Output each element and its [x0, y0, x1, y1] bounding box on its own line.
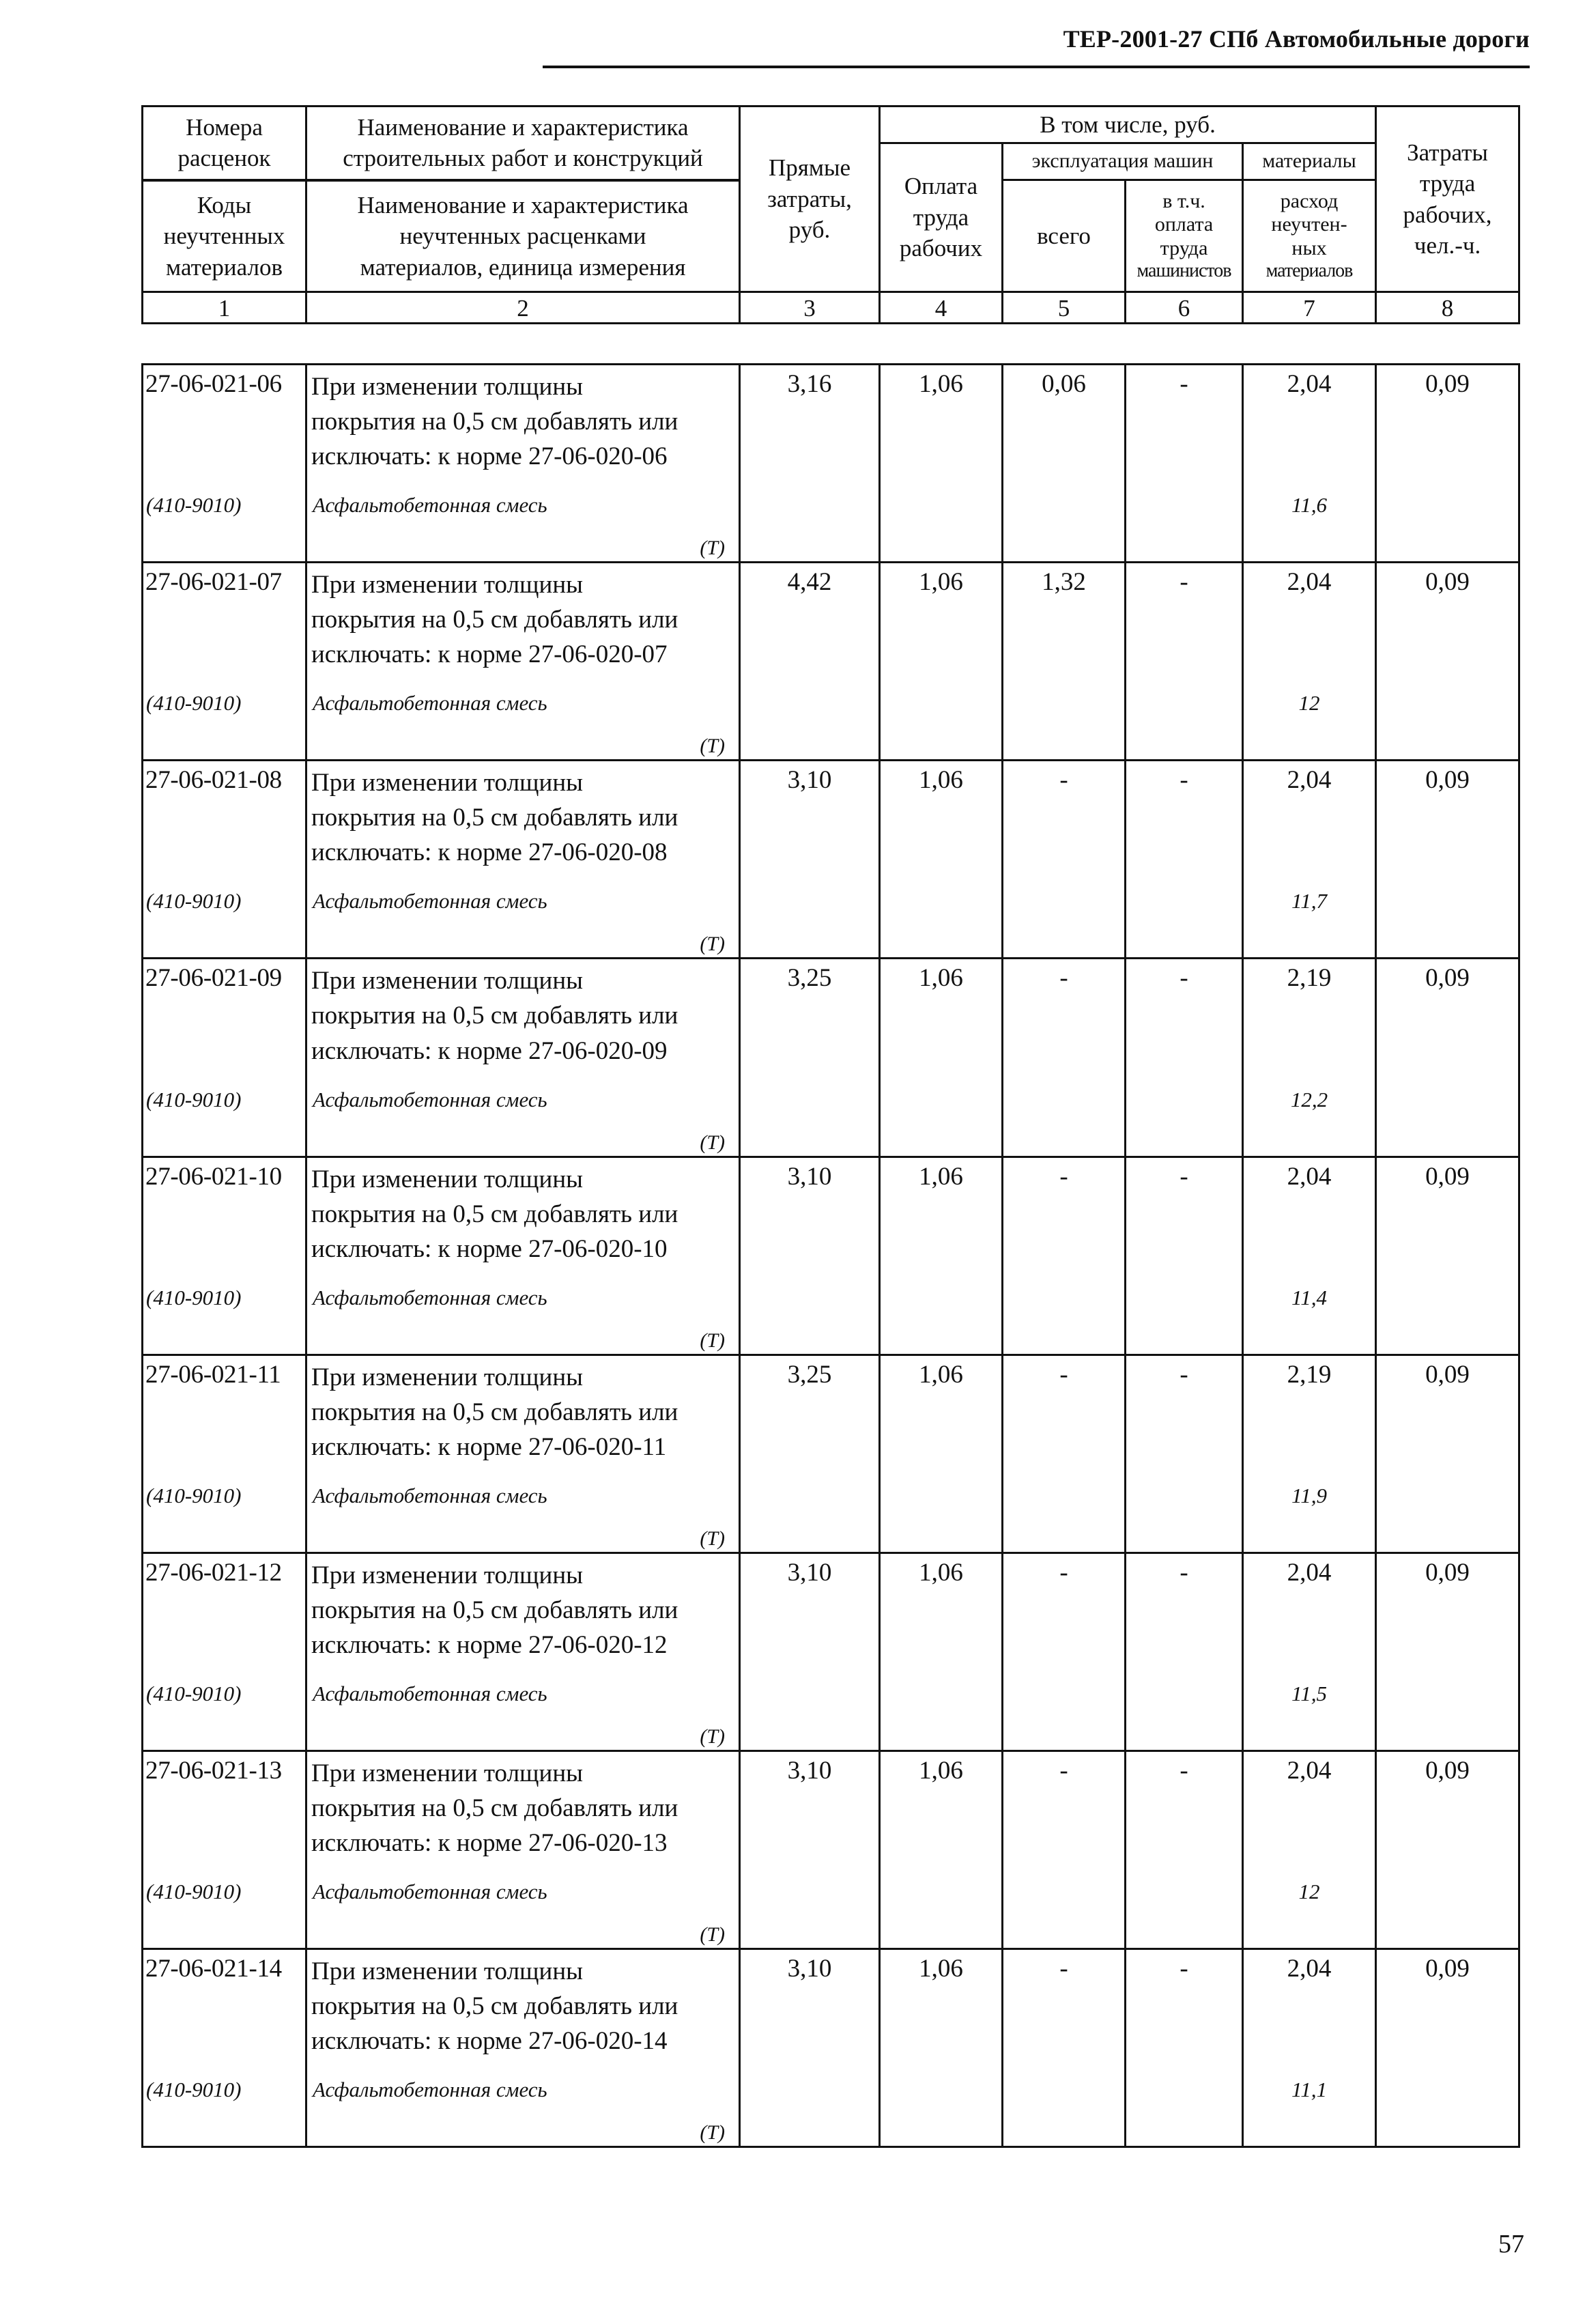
rate-code: 27-06-021-11 [143, 1355, 306, 1464]
material-row [143, 1068, 1519, 1119]
rate-row [143, 959, 1519, 1068]
rate-row [143, 563, 1519, 672]
col8-header: Затраты труда рабочих, чел.-ч. [1376, 107, 1519, 292]
direct-cost: 3,10 [740, 1553, 880, 1662]
material-unit-row [143, 1911, 1519, 1949]
material-quantity: 12 [1243, 1860, 1376, 1911]
material-unit: (Т) [306, 1713, 740, 1751]
col5-header: всего [1003, 180, 1126, 292]
materials-cost: 2,04 [1243, 563, 1376, 672]
rate-description: При изменении толщины покрытия на 0,5 см добавлять или исключать: к норме 27-06-020-10 [306, 1157, 740, 1266]
material-name: Асфальтобетонная смесь [306, 2058, 740, 2109]
col6-header: в т.ч. оплата труда машинистов [1126, 180, 1243, 292]
direct-cost: 3,10 [740, 1949, 880, 2059]
material-code: (410-9010) [143, 1860, 306, 1911]
material-unit-row [143, 920, 1519, 959]
material-name: Асфальтобетонная смесь [306, 1860, 740, 1911]
material-unit: (Т) [306, 722, 740, 761]
labor-cost: 1,06 [880, 365, 1003, 474]
direct-cost: 3,10 [740, 1157, 880, 1266]
col1-top-header: Номера расценок [143, 107, 306, 180]
material-quantity: 11,4 [1243, 1266, 1376, 1317]
direct-cost: 3,25 [740, 959, 880, 1068]
rate-row [143, 1355, 1519, 1464]
material-name: Асфальтобетонная смесь [306, 672, 740, 722]
rate-row [143, 1949, 1519, 2059]
material-unit: (Т) [306, 524, 740, 563]
machine-labor: - [1126, 563, 1243, 672]
col-number: 4 [880, 292, 1003, 324]
machine-total: - [1003, 1949, 1126, 2059]
materials-cost: 2,04 [1243, 761, 1376, 870]
direct-cost: 3,25 [740, 1355, 880, 1464]
rate-row [143, 1751, 1519, 1860]
material-row [143, 672, 1519, 722]
machines-header: эксплуатация машин [1003, 143, 1243, 180]
machine-total: - [1003, 959, 1126, 1068]
material-quantity: 12,2 [1243, 1068, 1376, 1119]
col7-header: расход неучтен- ных материалов [1243, 180, 1376, 292]
machine-labor: - [1126, 761, 1243, 870]
material-quantity: 12 [1243, 672, 1376, 722]
material-name: Асфальтобетонная смесь [306, 870, 740, 920]
labor-cost: 1,06 [880, 1949, 1003, 2059]
rates-table [141, 363, 1520, 2148]
materials-cost: 2,04 [1243, 1553, 1376, 1662]
material-row [143, 1464, 1519, 1515]
rate-description: При изменении толщины покрытия на 0,5 см добавлять или исключать: к норме 27-06-020-12 [306, 1553, 740, 1662]
rate-code: 27-06-021-06 [143, 365, 306, 474]
rate-description: При изменении толщины покрытия на 0,5 см добавлять или исключать: к норме 27-06-020-06 [306, 365, 740, 474]
material-name: Асфальтобетонная смесь [306, 1068, 740, 1119]
machine-labor: - [1126, 1751, 1243, 1860]
rate-description: При изменении толщины покрытия на 0,5 см добавлять или исключать: к норме 27-06-020-09 [306, 959, 740, 1068]
material-code: (410-9010) [143, 672, 306, 722]
material-code: (410-9010) [143, 2058, 306, 2109]
material-name: Асфальтобетонная смесь [306, 1266, 740, 1317]
labor-cost: 1,06 [880, 1157, 1003, 1266]
col4-header: Оплата труда рабочих [880, 143, 1003, 292]
material-unit: (Т) [306, 1911, 740, 1949]
material-name: Асфальтобетонная смесь [306, 1662, 740, 1713]
labor-cost: 1,06 [880, 761, 1003, 870]
machine-labor: - [1126, 1949, 1243, 2059]
machine-labor: - [1126, 1553, 1243, 1662]
material-unit: (Т) [306, 1119, 740, 1157]
machine-total: - [1003, 1355, 1126, 1464]
labor-hours: 0,09 [1376, 1553, 1519, 1662]
labor-hours: 0,09 [1376, 959, 1519, 1068]
material-unit: (Т) [306, 920, 740, 959]
material-row [143, 870, 1519, 920]
machine-total: 1,32 [1003, 563, 1126, 672]
direct-cost: 3,10 [740, 761, 880, 870]
material-row [143, 1266, 1519, 1317]
material-code: (410-9010) [143, 1464, 306, 1515]
rate-row [143, 365, 1519, 474]
page-number: 57 [1498, 2230, 1524, 2258]
material-row [143, 474, 1519, 524]
machine-labor: - [1126, 365, 1243, 474]
material-unit-row [143, 1713, 1519, 1751]
material-unit-row [143, 722, 1519, 761]
col1-bottom-header: Коды неучтенных материалов [143, 180, 306, 292]
material-row [143, 1662, 1519, 1713]
material-unit-row [143, 1317, 1519, 1355]
col2-top-header: Наименование и характеристика строительных работ и конструкций [306, 107, 740, 180]
material-row [143, 2058, 1519, 2109]
rate-row [143, 1553, 1519, 1662]
material-unit-row [143, 1119, 1519, 1157]
material-name: Асфальтобетонная смесь [306, 1464, 740, 1515]
rate-description: При изменении толщины покрытия на 0,5 см добавлять или исключать: к норме 27-06-020-11 [306, 1355, 740, 1464]
document-title: ТЕР-2001-27 СПб Автомобильные дороги [1063, 25, 1530, 53]
machine-labor: - [1126, 959, 1243, 1068]
rate-code: 27-06-021-08 [143, 761, 306, 870]
col-number: 3 [740, 292, 880, 324]
labor-cost: 1,06 [880, 1553, 1003, 1662]
rate-description: При изменении толщины покрытия на 0,5 см добавлять или исключать: к норме 27-06-020-08 [306, 761, 740, 870]
machine-total: 0,06 [1003, 365, 1126, 474]
material-name: Асфальтобетонная смесь [306, 474, 740, 524]
machine-labor: - [1126, 1157, 1243, 1266]
rate-description: При изменении толщины покрытия на 0,5 см добавлять или исключать: к норме 27-06-020-13 [306, 1751, 740, 1860]
labor-cost: 1,06 [880, 1355, 1003, 1464]
materials-cost: 2,04 [1243, 365, 1376, 474]
col-number: 7 [1243, 292, 1376, 324]
materials-header: материалы [1243, 143, 1376, 180]
material-code: (410-9010) [143, 474, 306, 524]
rate-code: 27-06-021-13 [143, 1751, 306, 1860]
materials-cost: 2,19 [1243, 1355, 1376, 1464]
labor-cost: 1,06 [880, 1751, 1003, 1860]
material-code: (410-9010) [143, 1068, 306, 1119]
rate-code: 27-06-021-09 [143, 959, 306, 1068]
machine-total: - [1003, 1553, 1126, 1662]
direct-cost: 4,42 [740, 563, 880, 672]
labor-hours: 0,09 [1376, 365, 1519, 474]
rate-code: 27-06-021-10 [143, 1157, 306, 1266]
material-unit: (Т) [306, 1515, 740, 1553]
col-number: 5 [1003, 292, 1126, 324]
rate-description: При изменении толщины покрытия на 0,5 см добавлять или исключать: к норме 27-06-020-14 [306, 1949, 740, 2059]
materials-cost: 2,04 [1243, 1157, 1376, 1266]
materials-cost: 2,04 [1243, 1751, 1376, 1860]
material-code: (410-9010) [143, 870, 306, 920]
material-code: (410-9010) [143, 1662, 306, 1713]
labor-cost: 1,06 [880, 563, 1003, 672]
material-code: (410-9010) [143, 1266, 306, 1317]
col-number: 1 [143, 292, 306, 324]
material-quantity: 11,6 [1243, 474, 1376, 524]
labor-cost: 1,06 [880, 959, 1003, 1068]
materials-cost: 2,19 [1243, 959, 1376, 1068]
labor-hours: 0,09 [1376, 1355, 1519, 1464]
material-quantity: 11,1 [1243, 2058, 1376, 2109]
labor-hours: 0,09 [1376, 1751, 1519, 1860]
material-unit: (Т) [306, 1317, 740, 1355]
machine-labor: - [1126, 1355, 1243, 1464]
column-header-table [141, 105, 1520, 324]
col3-header: Прямые затраты, руб. [740, 107, 880, 292]
material-unit: (Т) [306, 2109, 740, 2147]
material-quantity: 11,9 [1243, 1464, 1376, 1515]
labor-hours: 0,09 [1376, 563, 1519, 672]
material-quantity: 11,5 [1243, 1662, 1376, 1713]
rate-code: 27-06-021-12 [143, 1553, 306, 1662]
col2-bottom-header: Наименование и характеристика неучтенных расценками материалов, единица измерения [306, 180, 740, 292]
header-rule [543, 66, 1530, 68]
rate-code: 27-06-021-07 [143, 563, 306, 672]
material-unit-row [143, 1515, 1519, 1553]
material-row [143, 1860, 1519, 1911]
machine-total: - [1003, 1157, 1126, 1266]
labor-hours: 0,09 [1376, 761, 1519, 870]
labor-hours: 0,09 [1376, 1949, 1519, 2059]
direct-cost: 3,10 [740, 1751, 880, 1860]
materials-cost: 2,04 [1243, 1949, 1376, 2059]
labor-hours: 0,09 [1376, 1157, 1519, 1266]
col-number: 2 [306, 292, 740, 324]
material-quantity: 11,7 [1243, 870, 1376, 920]
rate-row [143, 1157, 1519, 1266]
rate-description: При изменении толщины покрытия на 0,5 см добавлять или исключать: к норме 27-06-020-07 [306, 563, 740, 672]
machine-total: - [1003, 1751, 1126, 1860]
col-number: 8 [1376, 292, 1519, 324]
direct-cost: 3,16 [740, 365, 880, 474]
rate-code: 27-06-021-14 [143, 1949, 306, 2059]
col-number: 6 [1126, 292, 1243, 324]
group-header: В том числе, руб. [880, 107, 1376, 143]
material-unit-row [143, 524, 1519, 563]
machine-total: - [1003, 761, 1126, 870]
rate-row [143, 761, 1519, 870]
material-unit-row [143, 2109, 1519, 2147]
